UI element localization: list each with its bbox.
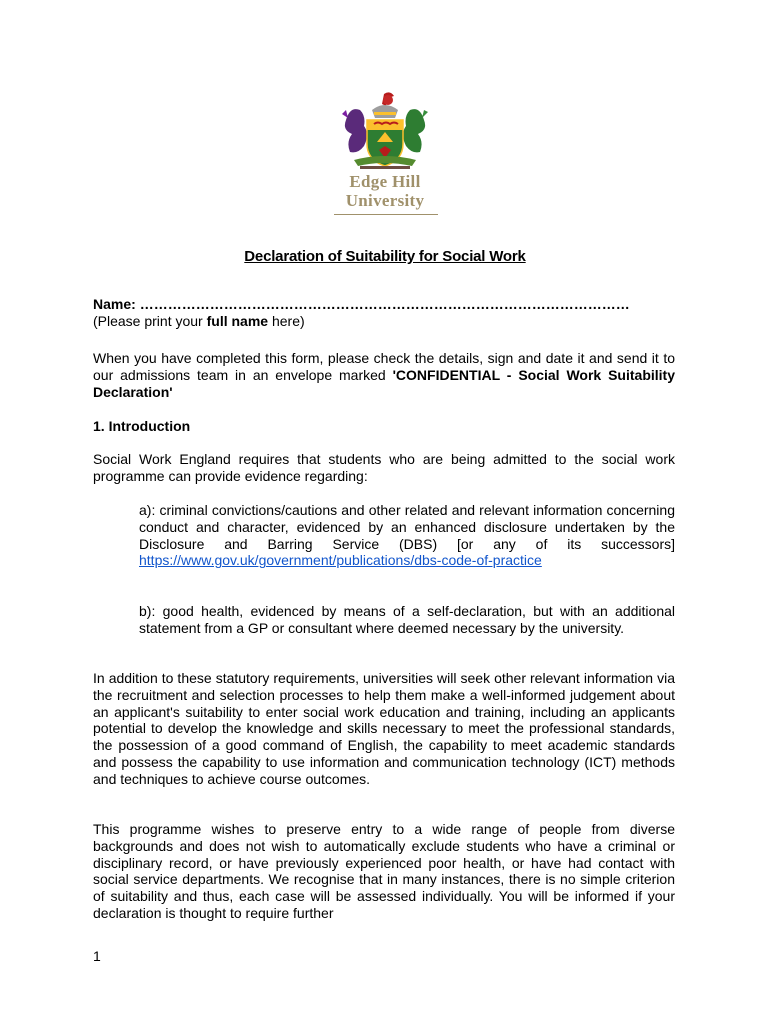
name-hint-bold: full name [206, 312, 269, 329]
instructions-paragraph [93, 350, 675, 400]
list-item-a-text: a): criminal convictions/cautions and other related and relevant information concerning conduct and character, evidenced by an enhanced disclosure undertaken by the Disclosure and Barring Service (DBS) [or any of its successors] [139, 502, 675, 552]
name-dots: …………………………………………………………………………………………… [139, 296, 630, 312]
logo-line-1: Edge Hill [349, 172, 421, 191]
university-logo [326, 90, 444, 218]
logo-line-2: University [345, 191, 425, 210]
logo-wordmark [326, 172, 444, 210]
instructions-bold: 'CONFIDENTIAL - Social Work Suitability Declaration' [93, 366, 675, 400]
instructions-text: When you have completed this form, please check the details, sign and date it and send it to our admissions team in an envelope marked [93, 350, 675, 383]
section-heading-introduction: 1. Introduction [93, 418, 191, 434]
intro-paragraph: Social Work England requires that students who are being admitted to the social work programme can provide evidence regarding: [93, 451, 675, 484]
paragraph-diverse-backgrounds: This programme wishes to preserve entry to a wide range of people from diverse backgrounds and does not wish to automatically exclude students who have a criminal or disciplinary record, or have previously experienced poor health, or have had contact with social service departments. We recognise that in many instances, there is no simple criterion of suitability and thus, each case will be assessed individually. You will be informed if your declaration is thought to require further [93, 821, 675, 921]
list-item-a [139, 502, 675, 569]
crest-icon [334, 90, 436, 172]
name-label: Name: [93, 296, 136, 312]
logo-underline [334, 214, 438, 215]
name-field-line [93, 296, 675, 330]
page-number: 1 [93, 948, 101, 964]
name-hint-after: here) [268, 312, 305, 329]
list-item-b: b): good health, evidenced by means of a self-declaration, but with an additional statement from a GP or consultant where deemed necessary by the university. [139, 603, 675, 636]
name-hint-before: (Please print your [93, 312, 207, 329]
dbs-code-link[interactable]: https://www.gov.uk/government/publications/dbs-code-of-practice [139, 552, 542, 569]
paragraph-additional-requirements: In addition to these statutory requirements, universities will seek other relevant information via the recruitment and selection processes to help them make a well-informed judgement about an applicant's suitability to enter social work education and training, including an applicants potential to develop the knowledge and skills necessary to meet the professional standards, the possession of a good command of English, the capability to meet academic standards and possess the capability to use information and communication technology (ICT) methods and techniques to achieve course outcomes. [93, 670, 675, 787]
page-title: Declaration of Suitability for Social Work [244, 248, 526, 265]
